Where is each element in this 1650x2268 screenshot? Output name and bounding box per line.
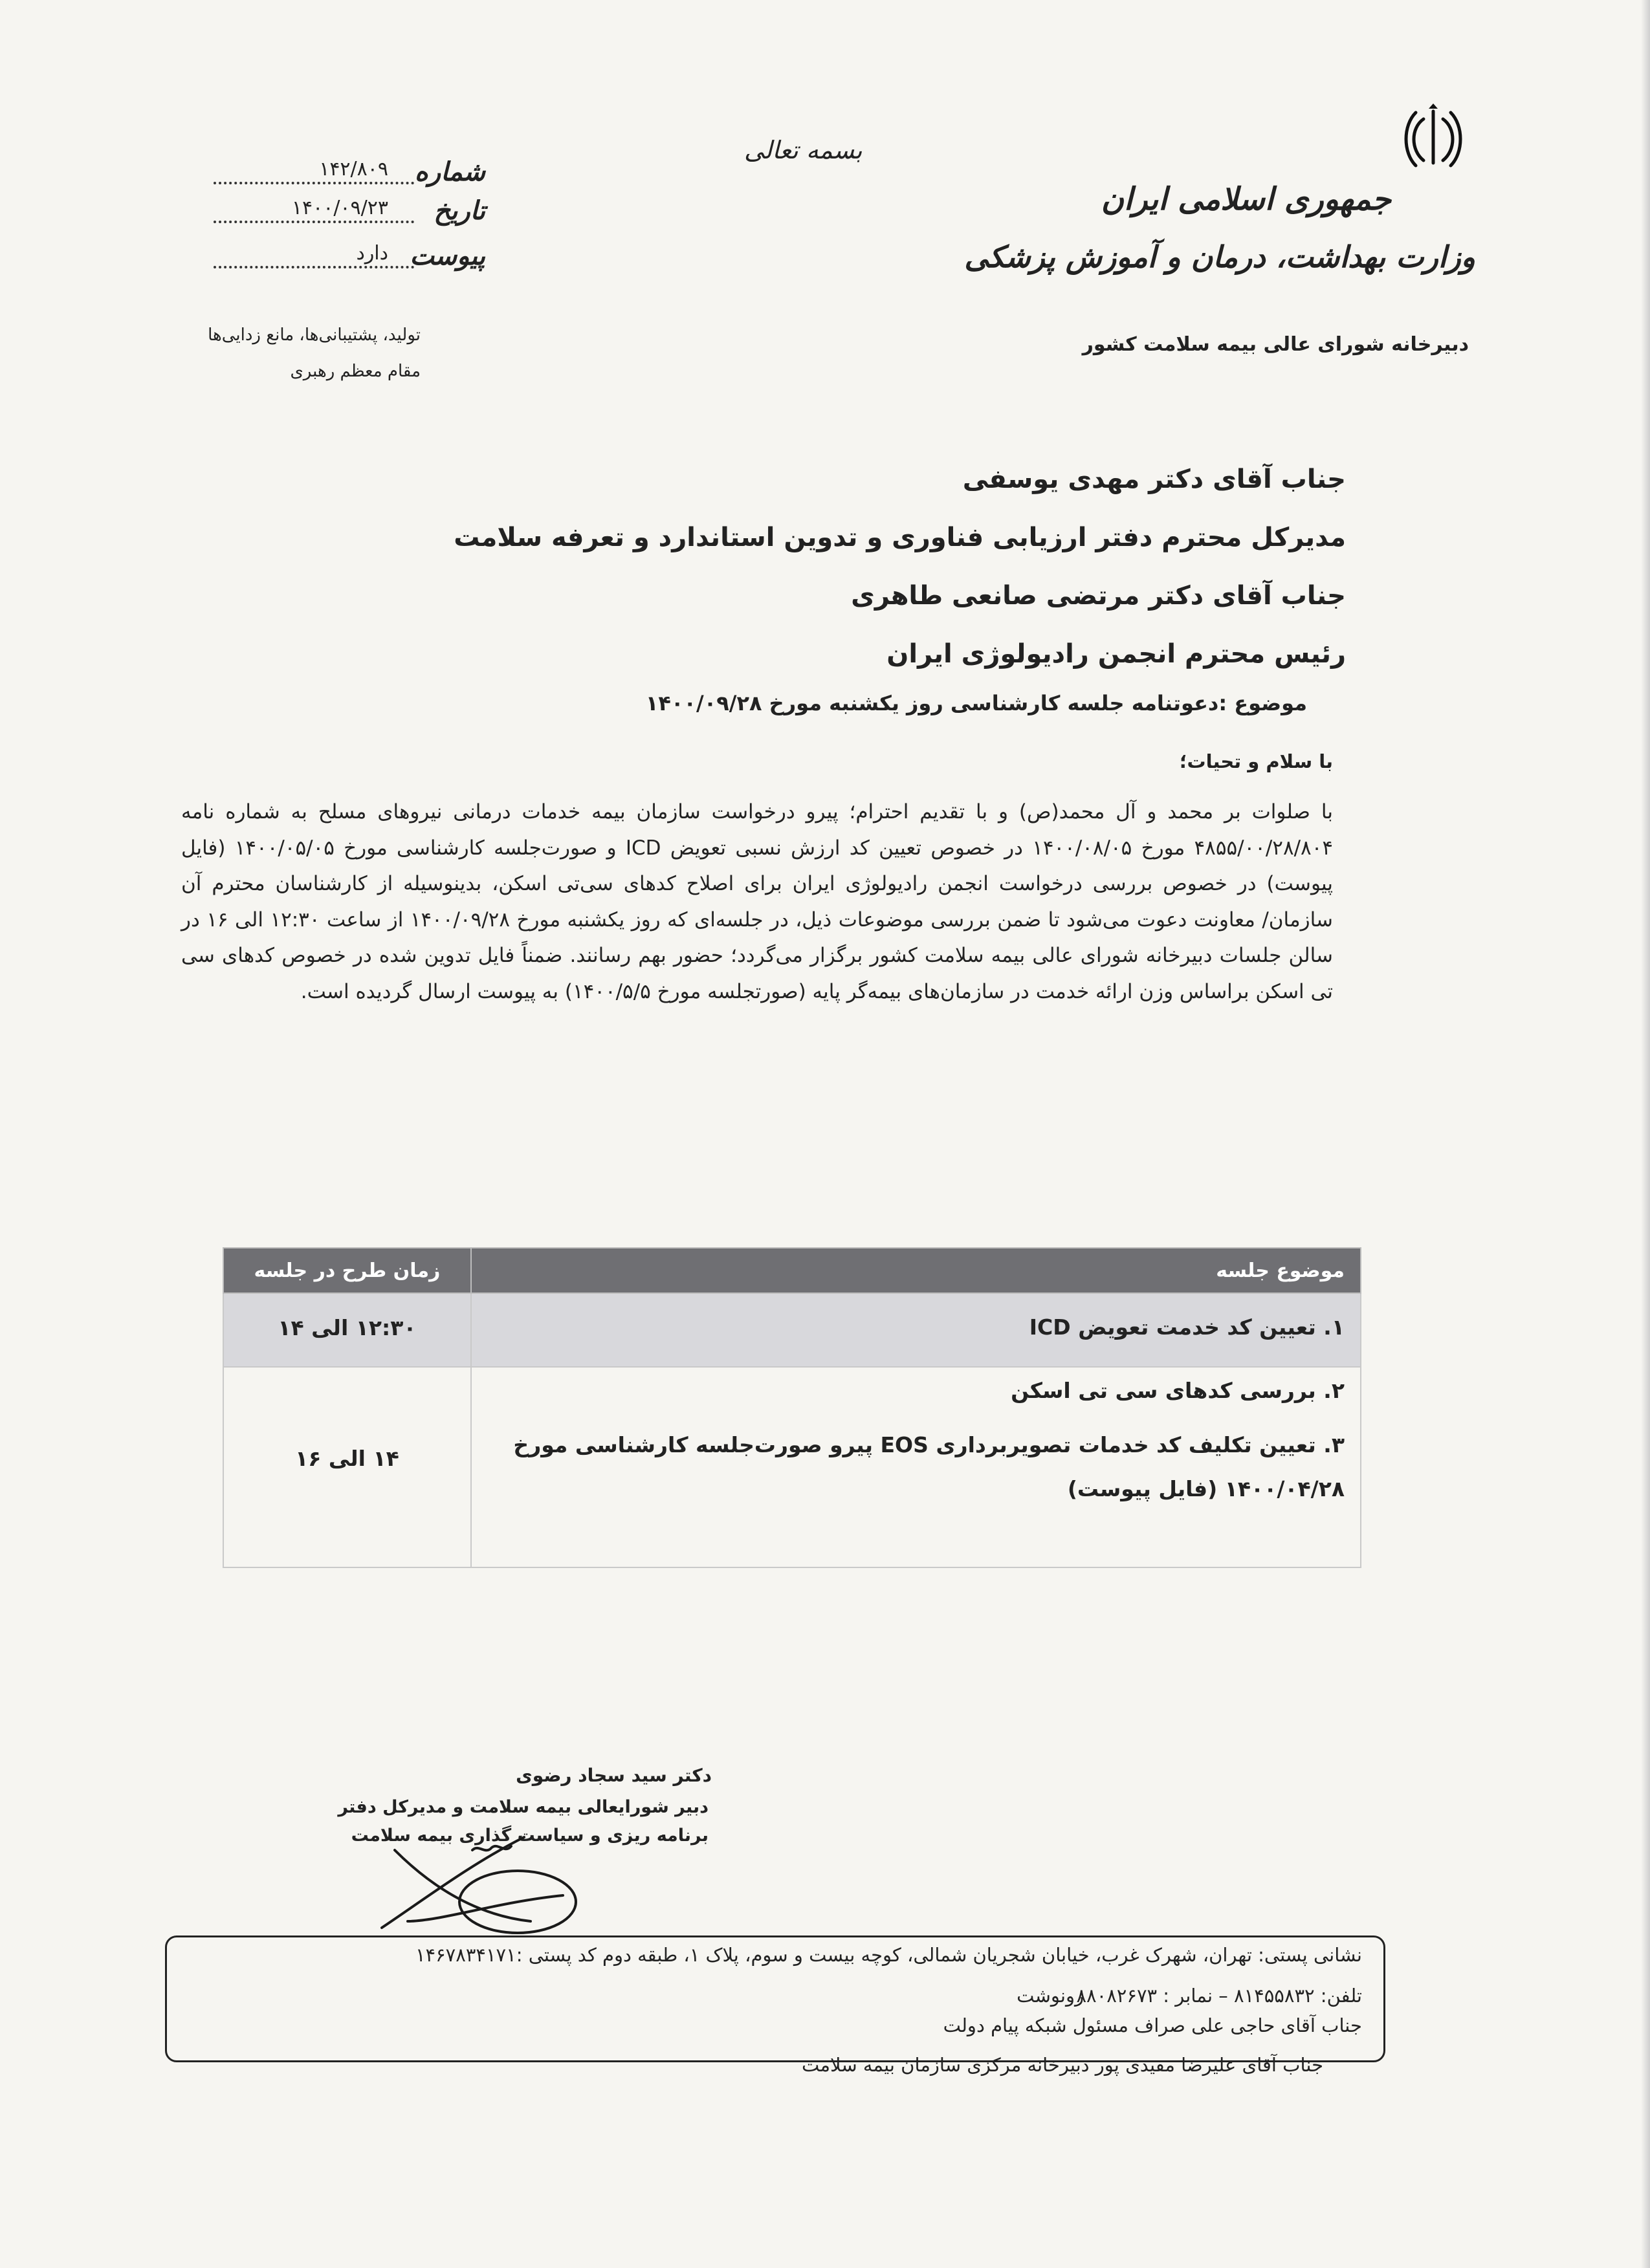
table-row xyxy=(223,1367,1361,1567)
meta-attachment-row xyxy=(214,236,485,275)
cc-recipient-1: جناب آقای حاجی علی صراف مسئول شبکه پیام دولت xyxy=(943,2014,1362,2036)
meta-number-value: ۱۴۲/۸۰۹ xyxy=(319,158,388,180)
republic-logo-text: جمهوری اسلامی ایران xyxy=(1101,181,1391,217)
agenda-time-2: ۱۴ الی ۱۶ xyxy=(295,1446,399,1471)
phone-fax xyxy=(1076,1985,1362,2007)
page-edge-shadow xyxy=(1641,0,1650,2268)
postal-address: نشانی پستی: تهران، شهرک غرب، خیابان شجریان شمالی، کوچه بیست و سوم، پلاک ۱، طبقه دوم کد پستی :۱۴۶۷۸۳۴۱۷۱ xyxy=(415,1944,1362,1966)
handwritten-signature xyxy=(369,1824,589,1941)
agenda-table xyxy=(223,1247,1361,1568)
slogan-text: تولید، پشتیبانی‌ها، مانع زدایی‌ها xyxy=(208,325,421,345)
signatory-title-1: دبیر شورایعالی بیمه سلامت و مدیرکل دفتر xyxy=(338,1797,709,1817)
agenda-topic-cell xyxy=(471,1367,1361,1567)
agenda-time-cell xyxy=(223,1293,471,1367)
agenda-item-3: ۳. تعیین تکلیف کد خدمات تصویربرداری EOS پیرو صورت‌جلسه کارشناسی مورخ ۱۴۰۰/۰۴/۲۸ (فایل پیوست) xyxy=(513,1432,1345,1501)
signatory-name: دکتر سید سجاد رضوی xyxy=(516,1765,712,1786)
meta-date-value: ۱۴۰۰/۰۹/۲۳ xyxy=(291,197,388,219)
iran-emblem-icon xyxy=(1398,104,1469,175)
addressee-1-title: مدیرکل محترم دفتر ارزیابی فناوری و تدوین استاندارد و تعرفه سلامت xyxy=(454,523,1346,552)
meta-dots xyxy=(214,182,414,184)
slogan-attribution: مقام معظم رهبری xyxy=(290,362,421,381)
slogan xyxy=(188,317,421,389)
meta-dots xyxy=(214,221,414,223)
table-row xyxy=(223,1293,1361,1367)
addressee-2-title: رئیس محترم انجمن رادیولوژی ایران xyxy=(886,639,1346,669)
agenda-col-time: زمان طرح در جلسه xyxy=(223,1248,471,1293)
agenda-time-1: ۱۲:۳۰ الی ۱۴ xyxy=(278,1315,417,1340)
greeting: با سلام و تحیات؛ xyxy=(1179,750,1333,772)
meta-dots xyxy=(214,266,414,268)
phone-fax-text: تلفن: ۸۱۴۵۵۸۳۲ – نمابر : ۸۸۰۸۲۶۷۳ xyxy=(1076,1985,1362,2007)
meta-attachment-value: دارد xyxy=(356,242,388,265)
agenda-col-topic: موضوع جلسه xyxy=(471,1248,1361,1293)
meta-number-label: شماره xyxy=(414,157,485,187)
agenda-item-1: ۱. تعیین کد خدمت تعویض ICD xyxy=(1029,1314,1345,1340)
ministry-logo-text: وزارت بهداشت، درمان و آموزش پزشکی xyxy=(964,239,1475,274)
meta-attachment-label: پیوست xyxy=(410,241,485,271)
meta-number-row xyxy=(214,152,485,191)
copy-label: رونوشت xyxy=(1017,1985,1084,2007)
meta-date-row xyxy=(214,191,485,230)
invocation-text: بسمه تعالی xyxy=(744,136,863,164)
agenda-time-cell xyxy=(223,1367,471,1567)
agenda-header-row xyxy=(223,1248,1361,1293)
agenda-item-2: ۲. بررسی کدهای سی تی اسکن xyxy=(1011,1378,1345,1403)
body-paragraph: با صلوات بر محمد و آل محمد(ص) و با تقدیم احترام؛ پیرو درخواست سازمان بیمه خدمات درمانی نیروهای مسلح به شماره نامه ۴۸۵۵/۰۰/۲۸/۸۰۴ مورخ ۱۴۰۰/۰۸/۰۵ در خصوص تعیین کد ارزش نسبی تعویض ICD و صورت‌جلسه کارشناسی مورخ ۱۴۰۰/۰۵/۰۵ (فایل پیوست) در خصوص بررسی درخواست انجمن رادیولوژی ایران برای اصلاح کدهای سی‌تی اسکن، بدینوسیله از کارشناسان محترم آن سازمان/ معاونت دعوت می‌شود تا ضمن بررسی موضوعات ذیل، در جلسه‌ای که روز یکشنبه مورخ ۱۴۰۰/۰۹/۲۸ از ساعت ۱۲:۳۰ الی ۱۶ در سالن جلسات دبیرخانه شورای عالی بیمه سلامت کشور برگزار می‌گردد؛ حضور بهم رسانند. ضمناً فایل تدوین شده در خصوص کدهای سی تی اسکن براساس وزن ارائه خدمت در سازمان‌های بیمه‌گر پایه (صورتجلسه مورخ ۱۴۰۰/۵/۵) به پیوست ارسال گردیده است. xyxy=(181,800,1334,1003)
addressee-1: جناب آقای دکتر مهدی یوسفی xyxy=(962,464,1346,494)
agenda-topic-cell xyxy=(471,1293,1361,1367)
signatory-title-2: برنامه ریزی و سیاست گذاری بیمه سلامت xyxy=(351,1826,709,1846)
meta-date-label: تاریخ xyxy=(434,195,485,226)
addressee-2: جناب آقای دکتر مرتضی صانعی طاهری xyxy=(851,581,1346,611)
cc-recipient-2: جناب آقای علیرضا مفیدی پور دبیرخانه مرکزی سازمان بیمه سلامت xyxy=(802,2054,1323,2076)
secretariat-name: دبیرخانه شورای عالی بیمه سلامت کشور xyxy=(1082,333,1469,356)
subject-line: موضوع :دعوتنامه جلسه کارشناسی روز یکشنبه مورخ ۱۴۰۰/۰۹/۲۸ xyxy=(645,691,1307,715)
